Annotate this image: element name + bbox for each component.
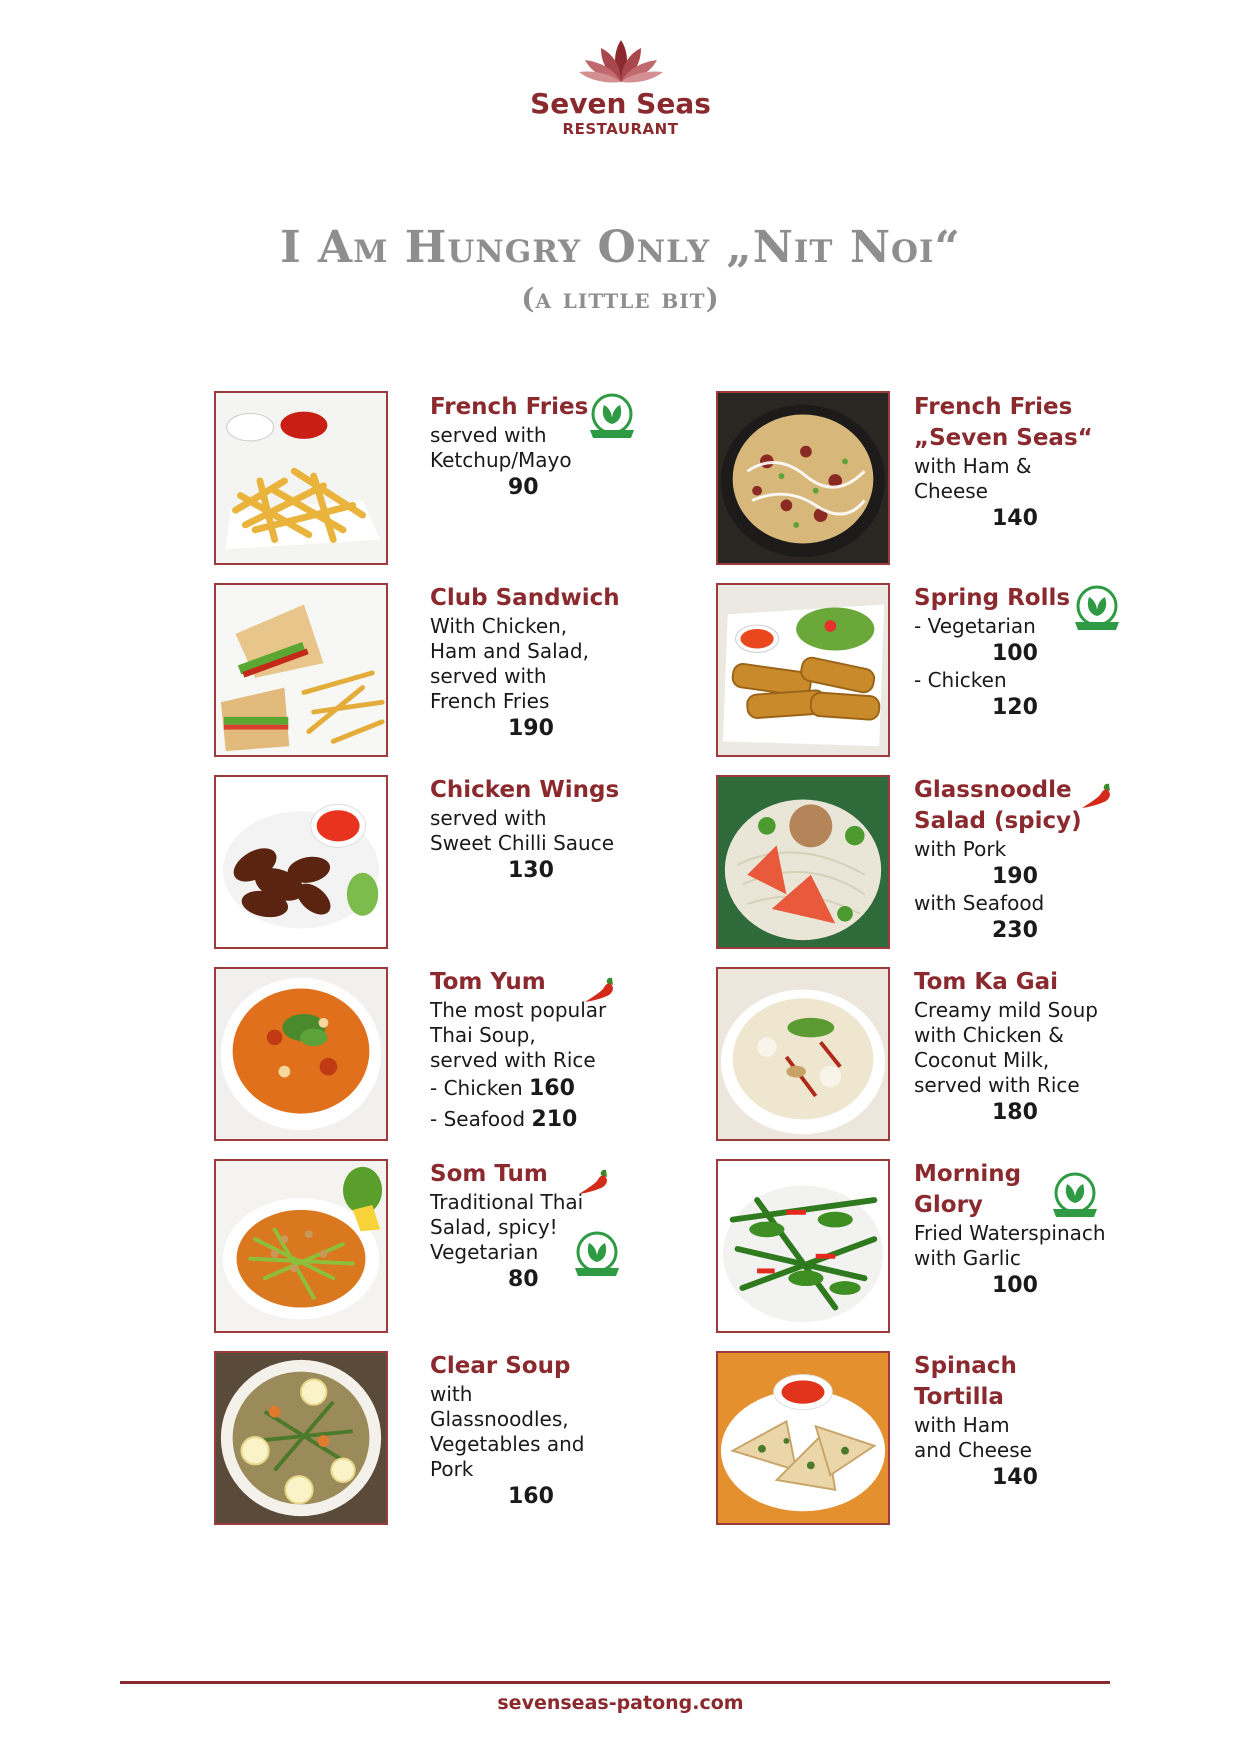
option-price: 210 xyxy=(531,1107,578,1132)
item-desc-line: with Ham xyxy=(914,1413,1010,1437)
spring-rolls-photo xyxy=(716,583,890,757)
chili-pepper-icon xyxy=(582,974,618,1004)
item-desc-line: served with xyxy=(430,423,547,447)
item-desc-line: Ham and Salad, xyxy=(430,639,589,663)
item-name: Club Sandwich xyxy=(430,585,620,611)
clear-soup-photo xyxy=(214,1351,388,1525)
item-name: Tom Ka Gai xyxy=(914,969,1059,995)
item-desc-line: served with xyxy=(430,806,547,830)
item-name: Glory xyxy=(914,1192,983,1218)
page-subtitle: (a little bit) xyxy=(521,282,720,315)
item-price: 180 xyxy=(992,1100,1038,1125)
item-desc-line: served with Rice xyxy=(430,1048,596,1072)
website-link[interactable]: sevenseas-patong.com xyxy=(497,1692,744,1714)
item-price: 100 xyxy=(992,1273,1038,1298)
menu-item-spinach-tortilla xyxy=(914,1351,1174,1492)
item-desc-line: with xyxy=(430,1382,473,1406)
item-price: 160 xyxy=(508,1484,554,1509)
item-price: 140 xyxy=(992,506,1038,531)
item-name: Tom Yum xyxy=(430,969,546,995)
item-price: 190 xyxy=(508,716,554,741)
item-desc-line: Sweet Chilli Sauce xyxy=(430,831,615,855)
vegetarian-badge-icon xyxy=(1071,584,1123,632)
option-label: - Chicken xyxy=(430,1076,523,1100)
item-name: Clear Soup xyxy=(430,1353,571,1379)
option-label: - Seafood xyxy=(430,1107,526,1131)
brand-name: Seven Seas xyxy=(530,87,711,120)
club-sandwich-photo xyxy=(214,583,388,757)
option-price: 160 xyxy=(528,1076,575,1101)
french-fries-seven-seas-photo xyxy=(716,391,890,565)
item-name: Glassnoodle xyxy=(914,777,1072,803)
option-label: with Seafood xyxy=(914,891,1045,915)
item-name: Som Tum xyxy=(430,1161,548,1187)
item-name: Chicken Wings xyxy=(430,777,620,803)
option-label: - Vegetarian xyxy=(914,614,1036,638)
menu-item-som-tum xyxy=(430,1159,690,1294)
menu-item-clear-soup xyxy=(430,1351,690,1511)
item-name: Morning xyxy=(914,1161,1022,1187)
glassnoodle-salad-photo xyxy=(716,775,890,949)
item-name: French Fries xyxy=(430,394,589,420)
menu-item-club-sandwich xyxy=(430,583,690,743)
option-price: 100 xyxy=(992,641,1038,666)
item-desc-line: Creamy mild Soup xyxy=(914,998,1098,1022)
item-price: 130 xyxy=(508,858,554,883)
item-desc-line: The most popular xyxy=(430,998,607,1022)
menu-item-morning-glory xyxy=(914,1159,1174,1300)
footer-divider xyxy=(120,1681,1110,1684)
item-desc-line: Traditional Thai xyxy=(430,1190,584,1214)
item-name: Spring Rolls xyxy=(914,585,1071,611)
item-desc-line: With Chicken, xyxy=(430,614,568,638)
brand-subtitle: RESTAURANT xyxy=(562,120,679,138)
item-desc-line: with Chicken & xyxy=(914,1023,1064,1047)
item-name: Tortilla xyxy=(914,1384,1004,1410)
item-desc-line: Thai Soup, xyxy=(430,1023,536,1047)
option-price: 190 xyxy=(992,864,1038,889)
vegetarian-badge-icon xyxy=(571,1230,623,1278)
morning-glory-photo xyxy=(716,1159,890,1333)
item-desc-line: Glassnoodles, xyxy=(430,1407,569,1431)
menu-item-french-fries xyxy=(430,392,690,502)
item-desc-line: Fried Waterspinach xyxy=(914,1221,1106,1245)
lotus-icon xyxy=(575,36,667,86)
chili-pepper-icon xyxy=(1079,780,1115,810)
tom-yum-photo xyxy=(214,967,388,1141)
spinach-tortilla-photo xyxy=(716,1351,890,1525)
item-price: 80 xyxy=(508,1267,539,1292)
item-price: 140 xyxy=(992,1465,1038,1490)
item-desc-line: Vegetarian xyxy=(430,1240,539,1264)
item-option xyxy=(430,1104,690,1135)
menu-item-tom-ka-gai xyxy=(914,967,1174,1127)
menu-item-spring-rolls xyxy=(914,583,1174,722)
chili-pepper-icon xyxy=(576,1166,612,1196)
chicken-wings-photo xyxy=(214,775,388,949)
logo xyxy=(0,36,1241,138)
menu-item-glassnoodle-salad xyxy=(914,775,1174,945)
menu-item-french-fries-seven-seas xyxy=(914,392,1174,533)
menu-item-chicken-wings xyxy=(430,775,690,885)
item-desc-line: and Cheese xyxy=(914,1438,1032,1462)
item-desc-line: Cheese xyxy=(914,479,988,503)
item-desc-line: Pork xyxy=(430,1457,474,1481)
vegetarian-badge-icon xyxy=(586,392,638,440)
menu-item-tom-yum xyxy=(430,967,690,1135)
item-desc-line: Coconut Milk, xyxy=(914,1048,1050,1072)
option-price: 230 xyxy=(992,918,1038,943)
french-fries-photo xyxy=(214,391,388,565)
item-name: „Seven Seas“ xyxy=(914,425,1093,451)
item-desc-line: served with xyxy=(430,664,547,688)
option-price: 120 xyxy=(992,695,1038,720)
item-option xyxy=(430,1073,690,1104)
option-label: with Pork xyxy=(914,837,1007,861)
tom-ka-gai-photo xyxy=(716,967,890,1141)
item-name: Spinach xyxy=(914,1353,1017,1379)
item-price: 90 xyxy=(508,475,539,500)
item-name: Salad (spicy) xyxy=(914,808,1082,834)
item-desc-line: Vegetables and xyxy=(430,1432,585,1456)
page-title: I Am Hungry Only „Nit Noi“ xyxy=(280,222,961,273)
option-label: - Chicken xyxy=(914,668,1007,692)
vegetarian-badge-icon xyxy=(1049,1171,1101,1219)
item-name: French Fries xyxy=(914,394,1073,420)
item-desc-line: Ketchup/Mayo xyxy=(430,448,572,472)
item-desc-line: with Garlic xyxy=(914,1246,1021,1270)
som-tum-photo xyxy=(214,1159,388,1333)
item-desc-line: Salad, spicy! xyxy=(430,1215,558,1239)
item-desc-line: with Ham & xyxy=(914,454,1032,478)
item-desc-line: French Fries xyxy=(430,689,550,713)
item-desc-line: served with Rice xyxy=(914,1073,1080,1097)
